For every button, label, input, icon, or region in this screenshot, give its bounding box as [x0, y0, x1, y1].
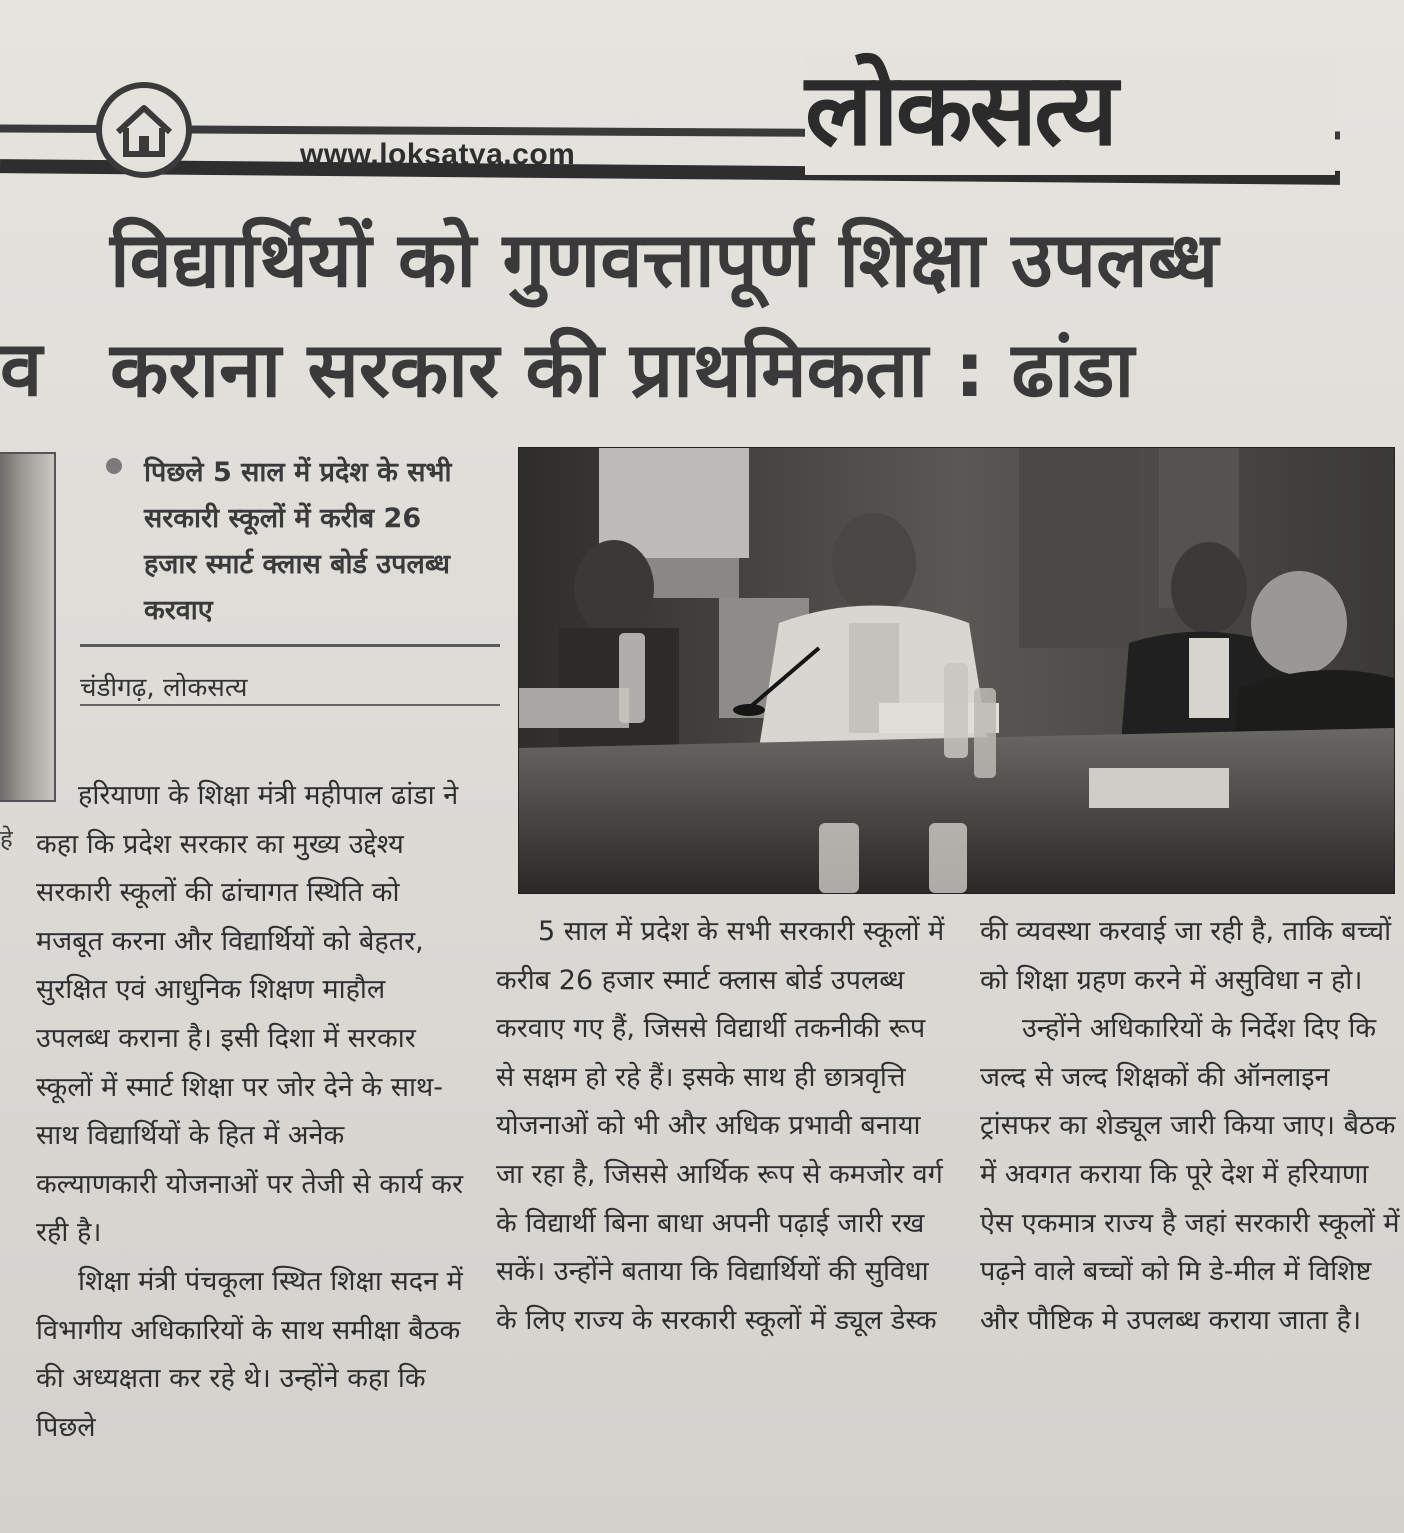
paragraph: हरियाणा के शिक्षा मंत्री महीपाल ढांडा ने कहा कि प्रदेश सरकार का मुख्य उद्देश्य सरकारी स्कूलों की ढांचागत स्थिति को मजबूत करना और विद्यार्थियों को बेहतर, सुरक्षित एवं आधुनिक शिक्षण माहौल उपलब्ध कराना है। इसी दिशा में सरकार स्कूलों में स्मार्ट शिक्षा पर जोर देने के साथ-साथ विद्यार्थियों के हित में अनेक कल्याणकारी योजनाओं पर तेजी से कार्य कर रही है। — [36, 780, 463, 1249]
newspaper-brand — [805, 51, 1335, 175]
home-icon — [96, 82, 192, 178]
site-url: www.loksatya.com — [300, 138, 576, 171]
article-column-2 — [496, 908, 946, 1345]
paragraph: 5 साल में प्रदेश के सभी सरकारी स्कूलों में करीब 26 हजार स्मार्ट क्लास बोर्ड उपलब्ध करवाए गए हैं, जिससे विद्यार्थी तकनीकी रूप से सक्षम हो रहे हैं। इसके साथ ही छात्रवृत्ति योजनाओं को भी और अधिक प्रभावी बनाया जा रहा है, जिससे आर्थिक रूप से कमजोर वर्ग के विद्यार्थी बिना बाधा अपनी पढ़ाई जारी रख सकें। उन्होंने बताया कि विद्यार्थियों की सुविधा के लिए राज्य के सरकारी स्कूलों में ड्यूल डेस्क — [496, 916, 945, 1336]
separator-rule — [80, 644, 500, 647]
headline-line-1: विद्यार्थियों को गुणवत्तापूर्ण शिक्षा उपलब्ध — [110, 215, 1219, 304]
paragraph: उन्होंने अधिकारियों के निर्देश दिए कि जल्द से जल्द शिक्षकों की ऑनलाइन ट्रांसफर का शेड्यूल जारी किया जाए। बैठक में अवगत कराया कि पूरे देश में हरियाणा ऐस एकमात्र राज्य है जहां सरकारी स्कूलों में पढ़ने वाले बच्चों को मि डे-मील में विशिष्ट और पौष्टिक मे उपलब्ध कराया जाता है। — [980, 1013, 1400, 1336]
article-column-1 — [36, 772, 464, 1452]
adjacent-photo-fragment — [0, 452, 56, 802]
brand-name: लोकसत्य — [805, 51, 1116, 168]
dateline: चंडीगढ़, लोकसत्य — [80, 673, 248, 703]
highlight-box — [106, 450, 476, 634]
article-column-3 — [980, 908, 1404, 1345]
meeting-photo — [518, 447, 1395, 894]
paragraph: की व्यवस्था करवाई जा रही है, ताकि बच्चों को शिक्षा ग्रहण करने में असुविधा न हो। — [980, 916, 1392, 996]
adjacent-text-fragment: हे — [0, 825, 13, 853]
adjacent-article-fragment: व — [0, 324, 43, 413]
headline — [110, 205, 1370, 425]
headline-line-2: कराना सरकार की प्राथमिकता : ढांडा — [110, 325, 1135, 414]
paragraph: शिक्षा मंत्री पंचकूला स्थित शिक्षा सदन में विभागीय अधिकारियों के साथ समीक्षा बैठक की अध्यक्षता कर रहे थे। उन्होंने कहा कि पिछले — [36, 1265, 463, 1443]
highlight-text: पिछले 5 साल में प्रदेश के सभी सरकारी स्कूलों में करीब 26 हजार स्मार्ट क्लास बोर्ड उपलब्ध करवाए — [144, 457, 452, 626]
meeting-photo-image — [519, 448, 1394, 893]
dateline-rule — [80, 704, 500, 706]
